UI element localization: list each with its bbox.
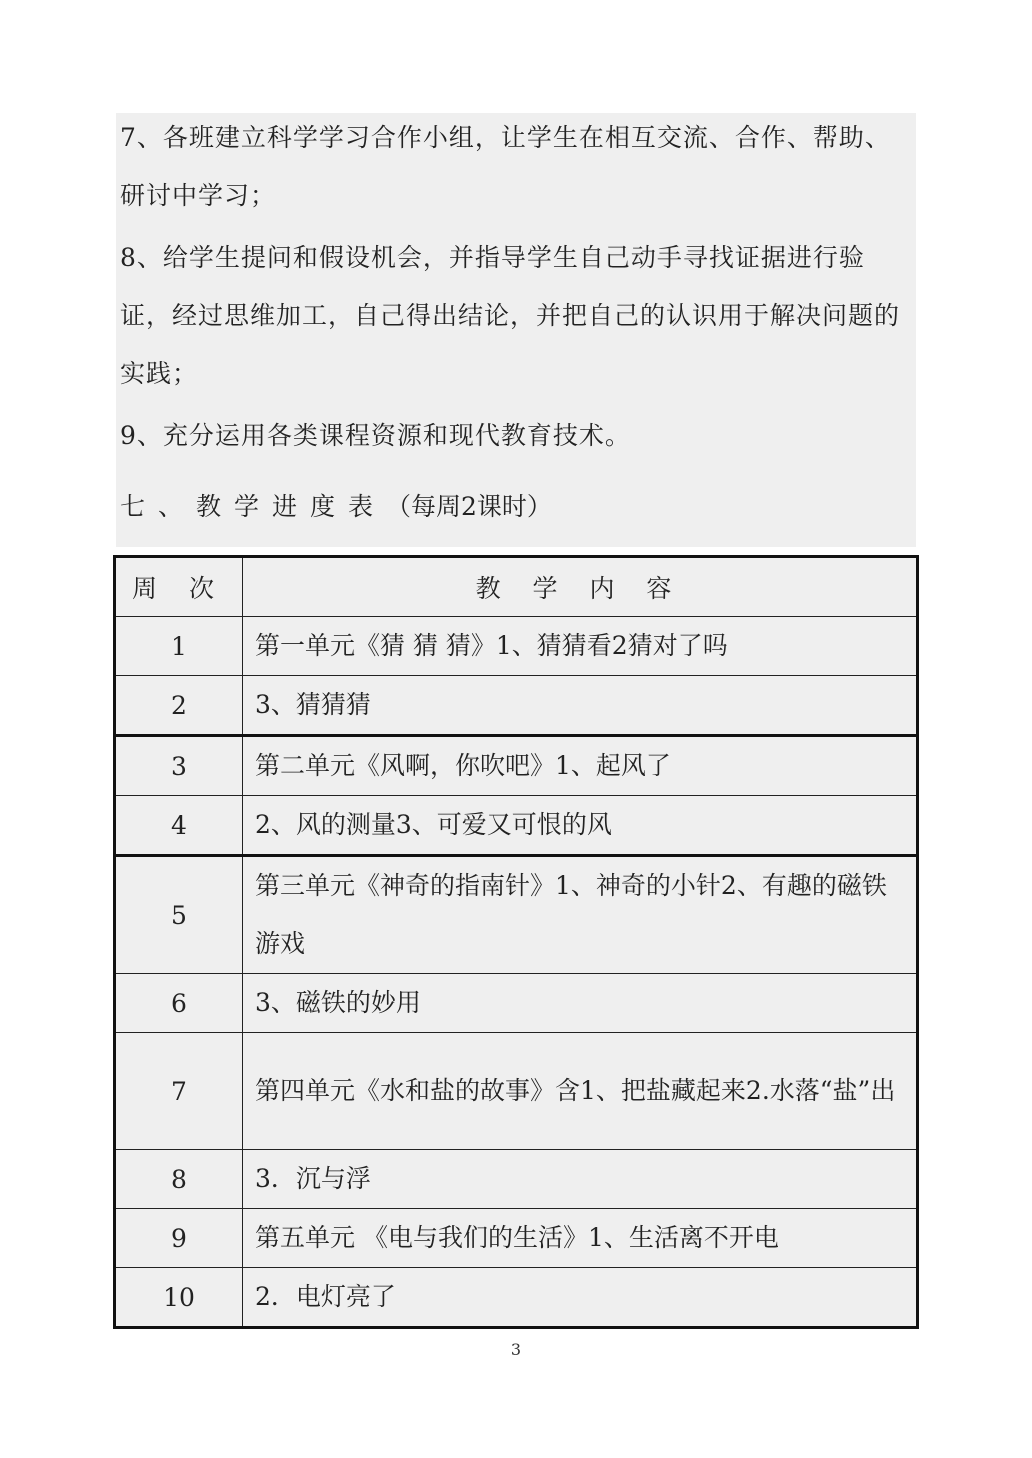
section-title-main: 七、教学进度表	[120, 492, 387, 521]
week-cell: 6	[115, 974, 243, 1033]
content-cell: 2．电灯亮了	[243, 1268, 918, 1328]
table-row	[115, 974, 918, 1033]
content-cell: 第三单元《神奇的指南针》1、神奇的小针2、有趣的磁铁游戏	[243, 856, 918, 974]
week-cell: 4	[115, 796, 243, 856]
section-title	[120, 478, 552, 536]
table-row	[115, 796, 918, 856]
week-cell: 9	[115, 1209, 243, 1268]
table-row	[115, 856, 918, 974]
content-cell: 第二单元《风啊，你吹吧》1、起风了	[243, 736, 918, 796]
content-cell: 3、猜猜猜	[243, 676, 918, 736]
paragraph-item-8: 8、给学生提问和假设机会，并指导学生自己动手寻找证据进行验证，经过思维加工，自己得出结论，并把自己的认识用于解决问题的实践；	[120, 243, 901, 388]
table-header-row	[115, 557, 918, 617]
table-row	[115, 676, 918, 736]
content-cell: 2、风的测量3、可爱又可恨的风	[243, 796, 918, 856]
table-row	[115, 1150, 918, 1209]
week-cell: 7	[115, 1033, 243, 1150]
week-cell: 1	[115, 617, 243, 676]
week-cell: 5	[115, 856, 243, 974]
table-row	[115, 617, 918, 676]
content-cell: 第五单元 《电与我们的生活》1、生活离不开电	[243, 1209, 918, 1268]
table-row	[115, 1209, 918, 1268]
header-content: 教 学 内 容	[243, 557, 918, 617]
week-cell: 2	[115, 676, 243, 736]
week-cell: 8	[115, 1150, 243, 1209]
page-number: 3	[510, 1340, 522, 1359]
content-cell: 第四单元《水和盐的故事》含1、把盐藏起来2.水落“盐”出	[243, 1033, 918, 1150]
paragraph-item-7: 7、各班建立科学学习合作小组，让学生在相互交流、合作、帮助、研讨中学习；	[120, 123, 891, 210]
week-cell: 3	[115, 736, 243, 796]
content-cell: 3．沉与浮	[243, 1150, 918, 1209]
table-row	[115, 1033, 918, 1150]
content-cell: 3、磁铁的妙用	[243, 974, 918, 1033]
section-title-note: （每周2课时）	[386, 492, 552, 521]
table-row	[115, 1268, 918, 1328]
teaching-schedule-table	[113, 555, 919, 1329]
header-week: 周 次	[115, 557, 243, 617]
table-row	[115, 736, 918, 796]
week-cell: 10	[115, 1268, 243, 1328]
content-cell: 第一单元《猜 猜 猜》1、猜猜看2猜对了吗	[243, 617, 918, 676]
paragraph-item-9: 9、充分运用各类课程资源和现代教育技术。	[120, 421, 631, 450]
